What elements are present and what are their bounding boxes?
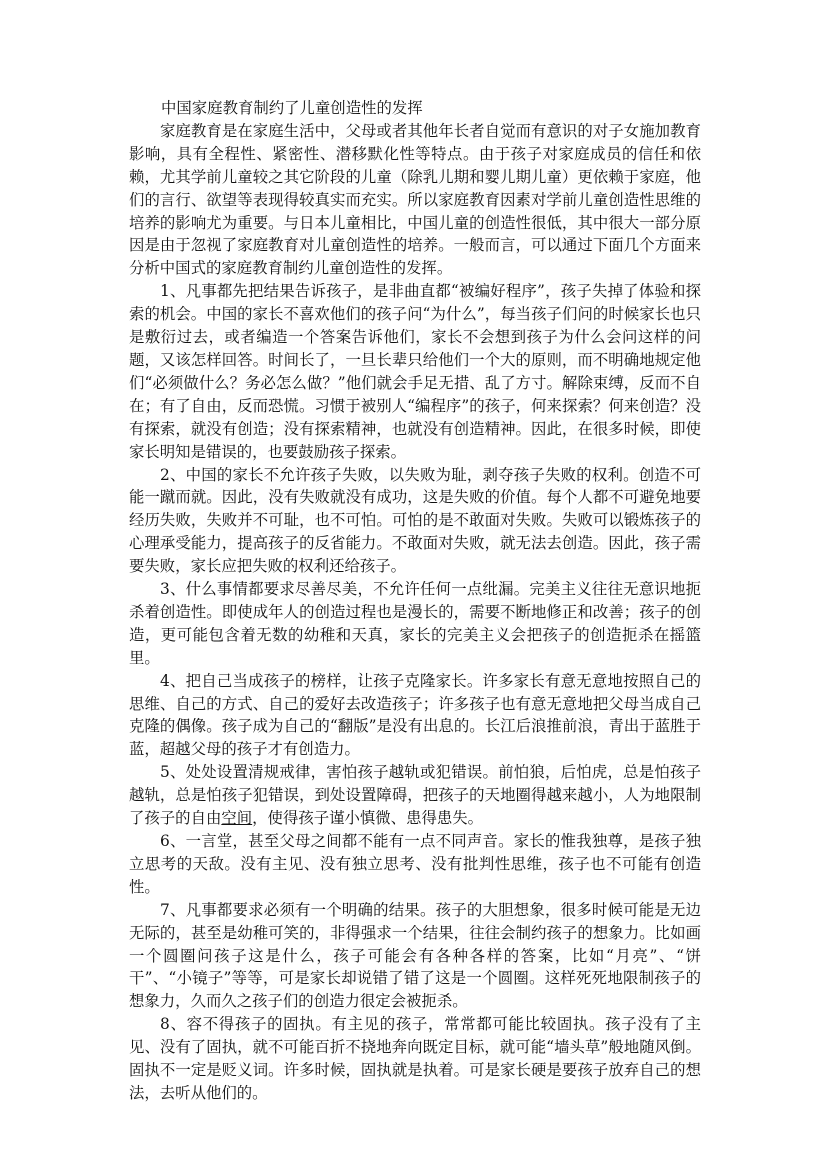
document-body (129, 97, 701, 1105)
paragraph-point-5-text-b: ，使得孩子谨小慎微、患得患失。 (252, 809, 484, 828)
underlined-word: 空间 (221, 809, 253, 828)
paragraph-point-1: 1、凡事都先把结果告诉孩子，是非曲直都“被编好程序”，孩子失掉了体验和探索的机会。中国的家长不喜欢他们的孩子问“为什么”，每当孩子们问的时候家长也只是敷衍过去，或者编造一个答案告诉他们，家长不会想到孩子为什么会问这样的问题，又该怎样回答。时间长了，一旦长辈只给他们一个大的原则，而不明确地规定他们“必须做什么？务必怎么做？”他们就会手足无措、乱了方寸。解除束缚，反而不自在；有了自由，反而恐慌。习惯于被别人“编程序”的孩子，何来探索？何来创造？没有探索，就没有创造；没有探索精神，也就没有创造精神。因此，在很多时候，即使家长明知是错误的，也要鼓励孩子探索。 (129, 282, 701, 461)
paragraph-point-4: 4、把自己当成孩子的榜样，让孩子克隆家长。许多家长有意无意地按照自己的思维、自己的方式、自己的爱好去改造孩子；许多孩子也有意无意地把父母当成自己克隆的偶像。孩子成为自己的“翻版”是没有出息的。长江后浪推前浪，青出于蓝胜于蓝，超越父母的孩子才有创造力。 (129, 671, 701, 759)
paragraph-point-7: 7、凡事都要求必须有一个明确的结果。孩子的大胆想象，很多时候可能是无边无际的，甚至是幼稚可笑的，非得强求一个结果，往往会制约孩子的想象力。比如画一个圆圈问孩子这是什么，孩子可能会有各种各样的答案，比如“月亮”、“饼干”、“小镜子”等等，可是家长却说错了错了这是一个圆圈。这样死死地限制孩子的想象力，久而久之孩子们的创造力很定会被扼杀。 (129, 900, 701, 1011)
paragraph-intro: 家庭教育是在家庭生活中，父母或者其他年长者自觉而有意识的对子女施加教育影响，具有全程性、紧密性、潜移默化性等特点。由于孩子对家庭成员的信任和依赖，尤其学前儿童较之其它阶段的儿童（除乳儿期和婴儿期儿童）更依赖于家庭，他们的言行、欲望等表现得较真实而充实。所以家庭教育因素对学前儿童创造性思维的培养的影响尤为重要。与日本儿童相比，中国儿童的创造性很低，其中很大一部分原因是由于忽视了家庭教育对儿童创造性的培养。一般而言，可以通过下面几个方面来分析中国式的家庭教育制约儿童创造性的发挥。 (129, 121, 701, 278)
paragraph-point-3: 3、什么事情都要求尽善尽美，不允许任何一点纰漏。完美主义往往无意识地扼杀着创造性。即使成年人的创造过程也是漫长的，需要不断地修正和改善；孩子的创造，更可能包含着无数的幼稚和天真，家长的完美主义会把孩子的创造扼杀在摇篮里。 (129, 580, 701, 667)
paragraph-point-2: 2、中国的家长不允许孩子失败，以失败为耻，剥夺孩子失败的权利。创造不可能一蹴而就。因此，没有失败就没有成功，这是失败的价值。每个人都不可避免地要经历失败，失败并不可耻，也不可怕。可怕的是不敢面对失败。失败可以锻炼孩子的心理承受能力，提高孩子的反省能力。不敢面对失败，就无法去创造。因此，孩子需要失败，家长应把失败的权利还给孩子。 (129, 465, 701, 576)
paragraph-point-8: 8、容不得孩子的固执。有主见的孩子，常常都可能比较固执。孩子没有了主见、没有了固执，就不可能百折不挠地奔向既定目标，就可能“墙头草”般地随风倒。固执不一定是贬义词。许多时候，固执就是执着。可是家长硬是要孩子放弃自己的想法，去听从他们的。 (129, 1015, 701, 1102)
paragraph-point-5-text-a: 5、处处设置清规戒律，害怕孩子越轨或犯错误。前怕狼，后怕虎，总是怕孩子越轨，总是怕孩子犯错误，到处设置障碍，把孩子的天地圈得越来越小，人为地限制了孩子的自由 (129, 763, 701, 828)
paragraph-point-5 (129, 761, 701, 830)
document-title: 中国家庭教育制约了儿童创造性的发挥 (161, 99, 423, 117)
paragraph-point-6: 6、一言堂，甚至父母之间都不能有一点不同声音。家长的惟我独尊，是孩子独立思考的天敌。没有主见、没有独立思考、没有批判性思维，孩子也不可能有创造性。 (129, 832, 701, 896)
